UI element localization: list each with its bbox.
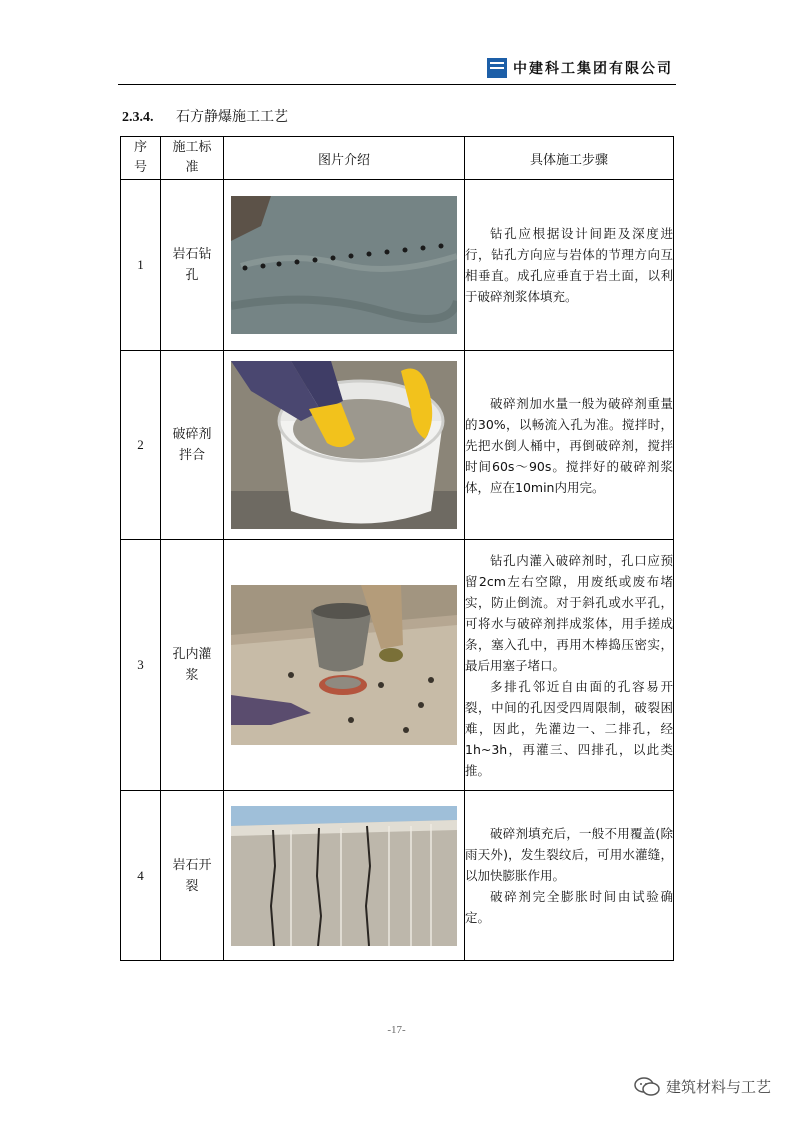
row-steps	[465, 540, 674, 791]
header-brand	[487, 58, 673, 78]
table-row	[121, 351, 674, 540]
step-paragraph: 钻孔内灌入破碎剂时，孔口应预留2cm左右空隙，用废纸或废布堵实，防止倒流。对于斜孔或水平孔，可将水与破碎剂拌成浆体，用手搓成条，塞入孔中，再用木棒捣压密实，最后用塞子堵口。	[465, 552, 673, 673]
row-photo-cell	[224, 180, 465, 351]
section-title	[122, 106, 288, 126]
table-row	[121, 540, 674, 791]
company-name: 中建科工集团有限公司	[513, 61, 673, 77]
company-logo	[487, 58, 507, 78]
wechat-icon	[634, 1077, 660, 1097]
header-divider	[118, 84, 676, 85]
row-standard: 孔内灌浆	[161, 540, 224, 791]
row-steps	[465, 791, 674, 961]
step-paragraph: 破碎剂填充后，一般不用覆盖(除雨天外)，发生裂纹后，可用水灌缝，以加快膨胀作用。	[465, 826, 673, 883]
row-photo-cell	[224, 351, 465, 540]
table-row	[121, 180, 674, 351]
table-row	[121, 791, 674, 961]
header-steps: 具体施工步骤	[465, 137, 674, 180]
rock-drilling-photo	[231, 196, 457, 334]
row-standard: 岩石钻孔	[161, 180, 224, 351]
header-image: 图片介绍	[224, 137, 465, 180]
step-paragraph: 钻孔应根据设计间距及深度进行，钻孔方向应与岩体的节理方向互相垂直。成孔应垂直于岩土面，以利于破碎剂浆体填充。	[465, 226, 673, 304]
row-steps	[465, 351, 674, 540]
row-photo-cell	[224, 540, 465, 791]
grouting-holes-photo	[231, 585, 457, 745]
row-number: 4	[121, 791, 161, 961]
header-no: 序号	[121, 137, 161, 180]
table-header-row	[121, 137, 674, 180]
mixing-bucket-photo	[231, 361, 457, 529]
row-photo-cell	[224, 791, 465, 961]
rock-cracking-photo	[231, 806, 457, 946]
row-number: 2	[121, 351, 161, 540]
watermark-text: 建筑材料与工艺	[665, 1078, 771, 1096]
header-standard: 施工标准	[161, 137, 224, 180]
watermark	[634, 1076, 771, 1097]
step-paragraph: 破碎剂加水量一般为破碎剂重量的30%，以畅流入孔为准。搅拌时，先把水倒人桶中，再倒破碎剂，搅拌时间60s～90s。搅拌好的破碎剂浆体，应在10min内用完。	[465, 395, 673, 495]
page-number: -17-	[387, 1024, 406, 1036]
row-standard: 岩石开裂	[161, 791, 224, 961]
row-standard: 破碎剂拌合	[161, 351, 224, 540]
construction-steps-table	[120, 136, 674, 961]
section-number: 2.3.4.	[122, 110, 154, 125]
row-steps	[465, 180, 674, 351]
section-title-text: 石方静爆施工工艺	[175, 109, 288, 125]
row-number: 3	[121, 540, 161, 791]
step-paragraph: 多排孔邻近自由面的孔容易开裂，中间的孔因受四周限制，破裂困难，因此，先灌边一、二排孔，经1h~3h，再灌三、四排孔，以此类推。	[465, 678, 673, 778]
row-number: 1	[121, 180, 161, 351]
step-paragraph: 破碎剂完全膨胀时间由试验确定。	[465, 889, 673, 925]
